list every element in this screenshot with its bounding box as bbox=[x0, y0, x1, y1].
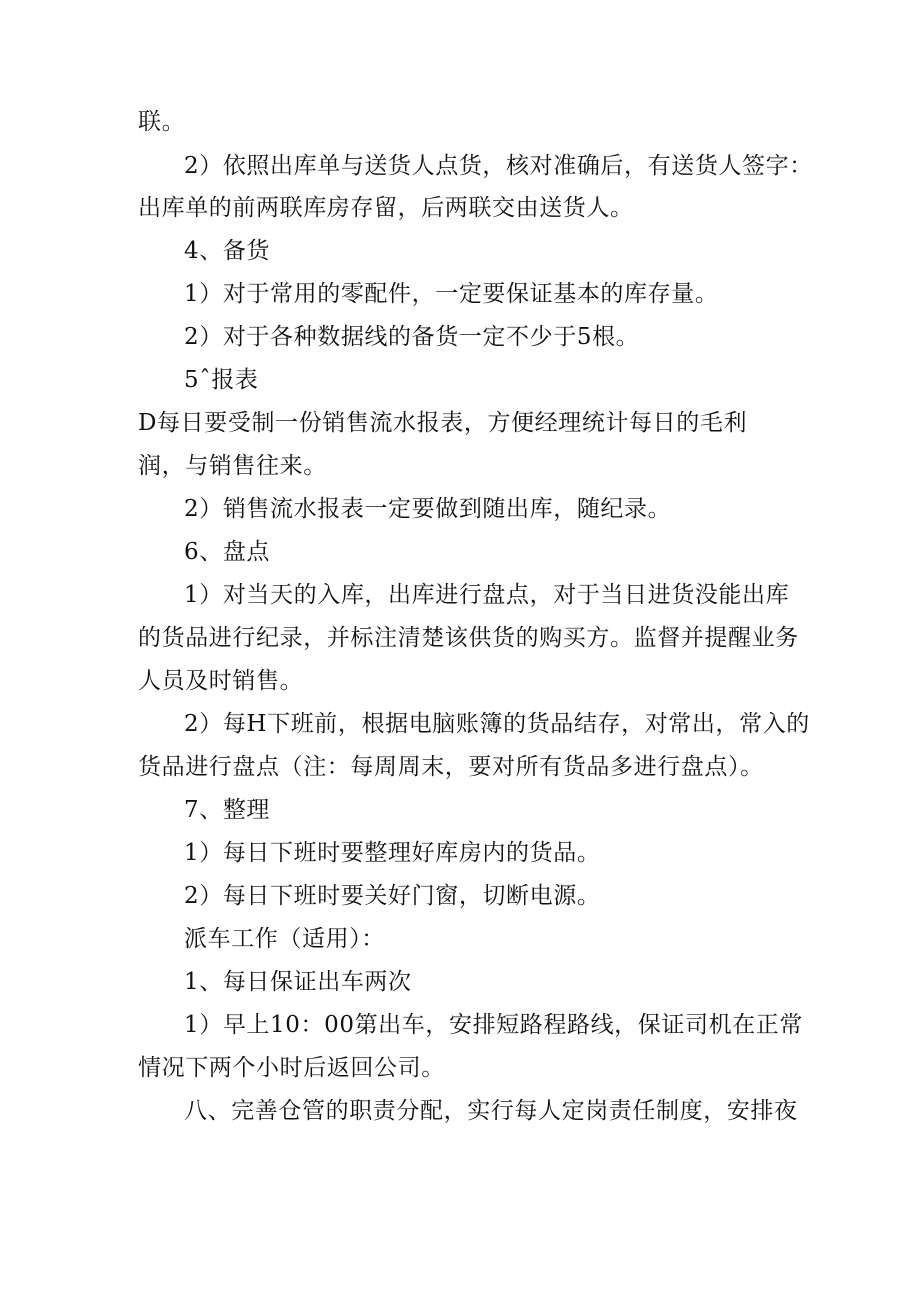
text-line-13: 的货品进行纪录，并标注清楚该供货的购买方。监督并提醒业务 bbox=[138, 625, 799, 651]
section-heading-6: 6、盘点 bbox=[184, 539, 271, 565]
text-line-22: 1）早上10：00第出车，安排短路程路线，保证司机在正常 bbox=[184, 1012, 803, 1038]
text-line-15: 2）每H下班前，根据电脑账簿的货品结存，对常出，常入的 bbox=[184, 711, 810, 737]
text-line-5: 1）对于常用的零配件，一定要保证基本的库存量。 bbox=[184, 281, 719, 307]
section-heading-8: 八、完善仓管的职责分配，实行每人定岗责任制度，安排夜 bbox=[184, 1098, 798, 1124]
text-line-21: 1、每日保证出车两次 bbox=[184, 969, 412, 995]
text-line-12: 1）对当天的入库，出库进行盘点，对于当日进货没能出库 bbox=[184, 582, 790, 608]
text-line-6: 2）对于各种数据线的备货一定不少于5根。 bbox=[184, 324, 640, 350]
section-heading-7: 7、整理 bbox=[184, 797, 271, 823]
section-heading-4: 4、备货 bbox=[184, 238, 271, 264]
text-line-18: 1）每日下班时要整理好库房内的货品。 bbox=[184, 840, 601, 866]
text-line-16: 货品进行盘点（注：每周周末，要对所有货品多进行盘点）。 bbox=[138, 754, 764, 780]
text-line-10: 2）销售流水报表一定要做到随出库，随纪录。 bbox=[184, 496, 672, 522]
text-line-19: 2）每日下班时要关好门窗，切断电源。 bbox=[184, 883, 601, 909]
text-line-1: 联。 bbox=[138, 109, 186, 135]
section-heading-dispatch: 派车工作（适用）： bbox=[184, 926, 385, 952]
text-line-2: 2）依照出库单与送货人点货，核对准确后，有送货人签字： bbox=[184, 153, 813, 179]
text-line-23: 情况下两个小时后返回公司。 bbox=[138, 1055, 445, 1081]
text-line-8: D每日要受制一份销售流水报表，方便经理统计每日的毛利 bbox=[138, 410, 748, 436]
text-line-14: 人员及时销售。 bbox=[138, 668, 304, 694]
section-heading-5: 5ˆ报表 bbox=[184, 367, 259, 393]
text-line-3: 出库单的前两联库房存留，后两联交由送货人。 bbox=[138, 195, 634, 221]
text-line-9: 润，与销售往来。 bbox=[138, 453, 327, 479]
